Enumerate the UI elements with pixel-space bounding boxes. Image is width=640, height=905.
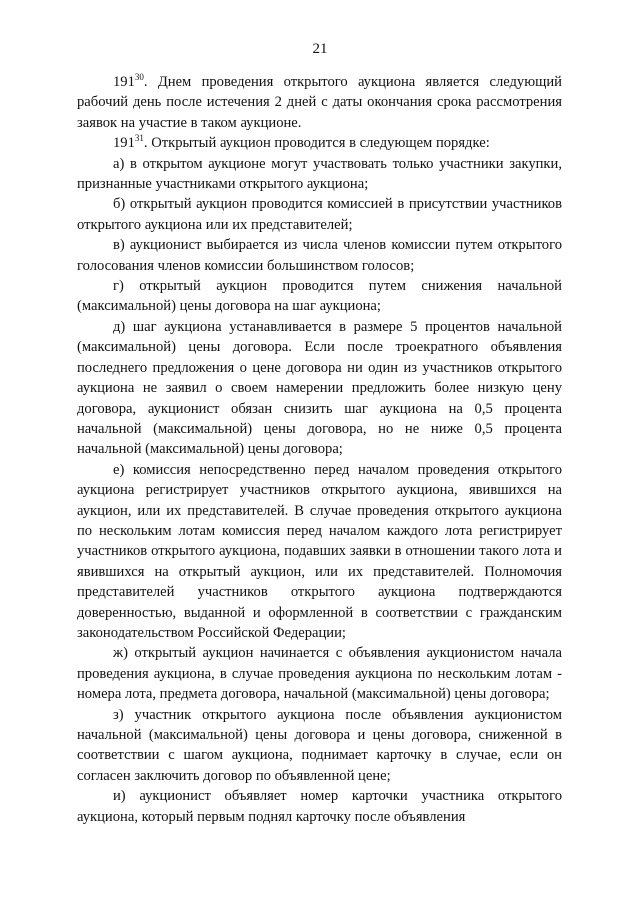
paragraph-191-30 [77, 72, 562, 133]
paragraph-text: . Открытый аукцион проводится в следующем порядке: [143, 135, 490, 152]
document-body [77, 72, 562, 827]
clause-number: 191 [113, 135, 135, 152]
subclause-d: д) шаг аукциона устанавливается в размере 5 процентов начальной (максимальной) цены договора. Если после троекратного объявления последнего предложения о цене договора ни один из участников открытого аукциона не заявил о своем намерении предложить более низкую цену договора, аукционист обязан снизить шаг аукциона на 0,5 процента начальной (максимальной) цены договора, но не ниже 0,5 процента начальной (максимальной) цены договора; [77, 318, 562, 458]
subclause-e: е) комиссия непосредственно перед началом проведения открытого аукциона регистрирует участников открытого аукциона, явившихся на аукцион, или их представителей. В случае проведения открытого аукциона по нескольким лотам комиссия перед началом каждого лота регистрирует участников открытого аукциона, подавших заявки в отношении такого лота и явившихся на открытый аукцион, или их представителей. Полномочия представителей участников открытого аукциона подтверждаются доверенностью, выданной и оформленной в соответствии с гражданским законодательством Российской Федерации; [77, 461, 562, 641]
subclause-i: и) аукционист объявляет номер карточки участника открытого аукциона, который первым поднял карточку после объявления [77, 788, 562, 825]
paragraph-191-31 [77, 133, 562, 153]
subclause-a: а) в открытом аукционе могут участвовать только участники закупки, признанные участниками открытого аукциона; [77, 155, 562, 193]
subclause-z: з) участник открытого аукциона после объявления аукционистом начальной (максимальной) цены договора и цены договора, сниженной в соответствии с шагом аукциона, поднимает карточку в случае, если он согласен заключить договор по объявленной цене; [77, 706, 562, 784]
clause-superscript: 30 [134, 72, 144, 83]
clause-number: 191 [113, 74, 135, 90]
clause-superscript: 31 [134, 133, 144, 144]
page-number: 21 [312, 41, 328, 57]
subclause-v: в) аукционист выбирается из числа членов комиссии путем открытого голосования членов комиссии большинством голосов; [77, 237, 562, 274]
paragraph-text: . Днем проведения открытого аукциона является следующий рабочий день после истечения 2 дней с даты окончания срока рассмотрения заявок на участие в таком аукционе. [77, 74, 562, 131]
subclause-g: г) открытый аукцион проводится путем снижения начальной (максимальной) цены договора на шаг аукциона; [77, 278, 562, 315]
subclause-b: б) открытый аукцион проводится комиссией в присутствии участников открытого аукциона или их представителей; [77, 196, 562, 233]
subclause-zh: ж) открытый аукцион начинается с объявления аукционистом начала проведения аукциона, в случае проведения аукциона по нескольким лотам - номера лота, предмета договора, начальной (максимальной) цены договора; [77, 645, 562, 703]
